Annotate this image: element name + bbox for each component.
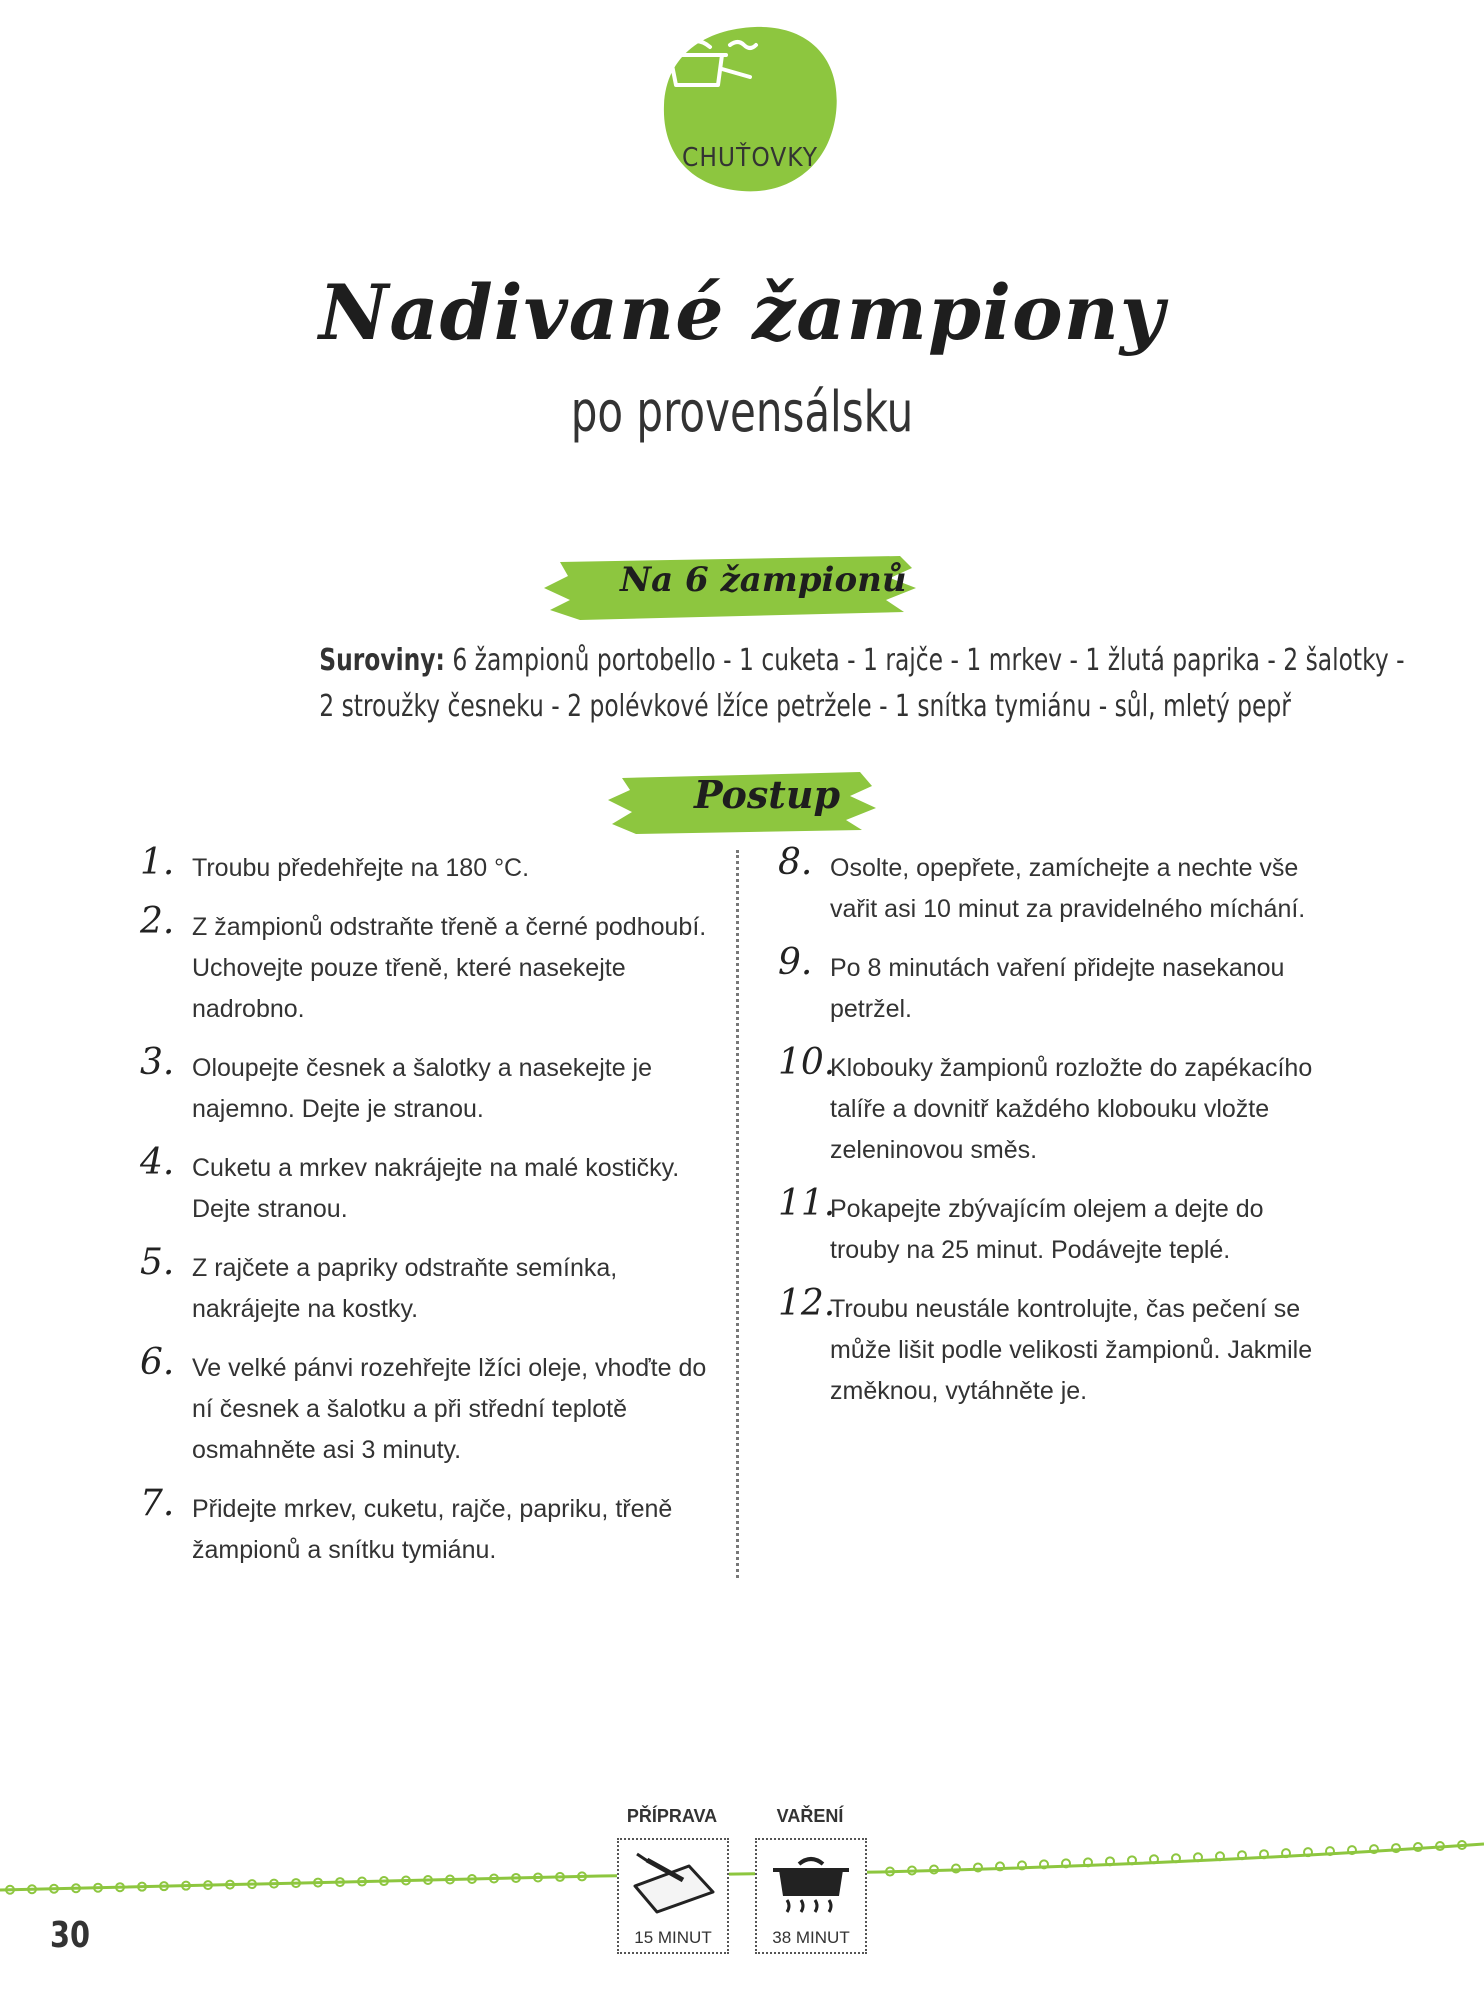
step-1 xyxy=(140,842,710,889)
prep-time-value: 15 MINUT xyxy=(634,1928,712,1947)
cook-label: VAŘENÍ xyxy=(776,1806,844,1826)
steps-right-column xyxy=(778,842,1338,1430)
step-9 xyxy=(778,942,1338,1030)
step-number: 7. xyxy=(140,1483,175,1524)
step-number: 10. xyxy=(778,1042,836,1083)
footer-vine xyxy=(0,1820,1484,1910)
step-number: 6. xyxy=(140,1342,175,1383)
step-text: Cuketu a mrkev nakrájejte na malé kostičky. Dejte stranou. xyxy=(192,1154,680,1223)
recipe-subtitle: po provensálsku xyxy=(570,380,914,445)
step-number: 9. xyxy=(778,942,813,983)
pot-on-stove-icon xyxy=(765,1846,857,1916)
step-2 xyxy=(140,901,710,1030)
servings-heading: Na 6 žampionů xyxy=(620,560,907,600)
ingredients-label: Suroviny: xyxy=(319,643,445,678)
step-7 xyxy=(140,1483,710,1571)
page-number: 30 xyxy=(50,1915,91,1956)
step-text: Přidejte mrkev, cuketu, rajče, papriku, třeně žampionů a snítku tymiánu. xyxy=(192,1495,673,1564)
prep-time-box xyxy=(617,1838,729,1954)
step-text: Troubu neustále kontrolujte, čas pečení se může lišit podle velikosti žampionů. Jakmile změknou, vytáhněte je. xyxy=(830,1295,1313,1405)
step-4 xyxy=(140,1142,710,1230)
step-text: Po 8 minutách vaření přidejte nasekanou petržel. xyxy=(830,954,1285,1023)
pot-icon xyxy=(660,25,760,95)
step-5 xyxy=(140,1242,710,1330)
step-6 xyxy=(140,1342,710,1471)
step-text: Pokapejte zbývajícím olejem a dejte do trouby na 25 minut. Podávejte teplé. xyxy=(830,1195,1264,1264)
ingredients xyxy=(200,638,1405,730)
step-number: 11. xyxy=(778,1183,836,1224)
steps-left-column xyxy=(140,842,710,1589)
step-number: 2. xyxy=(140,901,175,942)
cook-time-box xyxy=(755,1838,867,1954)
step-text: Troubu předehřejte na 180 °C. xyxy=(192,854,530,882)
step-number: 5. xyxy=(140,1242,175,1283)
column-divider xyxy=(736,850,739,1578)
category-label: CHUŤOVKY xyxy=(682,143,818,173)
step-text: Oloupejte česnek a šalotky a nasekejte je najemno. Dejte je stranou. xyxy=(192,1054,652,1123)
ingredients-line-2: 2 stroužky česneku - 2 polévkové lžíce petržele - 1 snítka tymiánu - sůl, mletý pepř xyxy=(319,689,1291,724)
step-text: Z žampionů odstraňte třeně a černé podhoubí. Uchovejte pouze třeně, které nasekejte nadrobno. xyxy=(192,913,707,1023)
step-number: 3. xyxy=(140,1042,175,1083)
step-11 xyxy=(778,1183,1338,1271)
ingredients-line-1: 6 žampionů portobello - 1 cuketa - 1 rajče - 1 mrkev - 1 žlutá paprika - 2 šalotky - xyxy=(444,643,1405,678)
step-12 xyxy=(778,1283,1338,1412)
step-3 xyxy=(140,1042,710,1130)
method-heading: Postup xyxy=(694,772,841,817)
step-number: 12. xyxy=(778,1283,836,1324)
step-text: Osolte, opepřete, zamíchejte a nechte vše vařit asi 10 minut za pravidelného míchání. xyxy=(830,854,1306,923)
step-number: 8. xyxy=(778,842,813,883)
cutting-board-icon xyxy=(627,1846,719,1916)
step-text: Ve velké pánvi rozehřejte lžíci oleje, vhoďte do ní česnek a šalotku a při střední teplotě osmahněte asi 3 minuty. xyxy=(192,1354,707,1464)
step-number: 1. xyxy=(140,842,175,883)
step-number: 4. xyxy=(140,1142,175,1183)
recipe-title: Nadivané žampiony xyxy=(318,268,1166,357)
prep-label: PŘÍPRAVA xyxy=(626,1806,718,1826)
step-10 xyxy=(778,1042,1338,1171)
step-text: Z rajčete a papriky odstraňte semínka, nakrájejte na kostky. xyxy=(192,1254,618,1323)
step-8 xyxy=(778,842,1338,930)
category-badge xyxy=(660,25,840,195)
step-text: Klobouky žampionů rozložte do zapékacího talíře a dovnitř každého klobouku vložte zeleninovou směs. xyxy=(830,1054,1313,1164)
cook-time-value: 38 MINUT xyxy=(772,1928,850,1947)
